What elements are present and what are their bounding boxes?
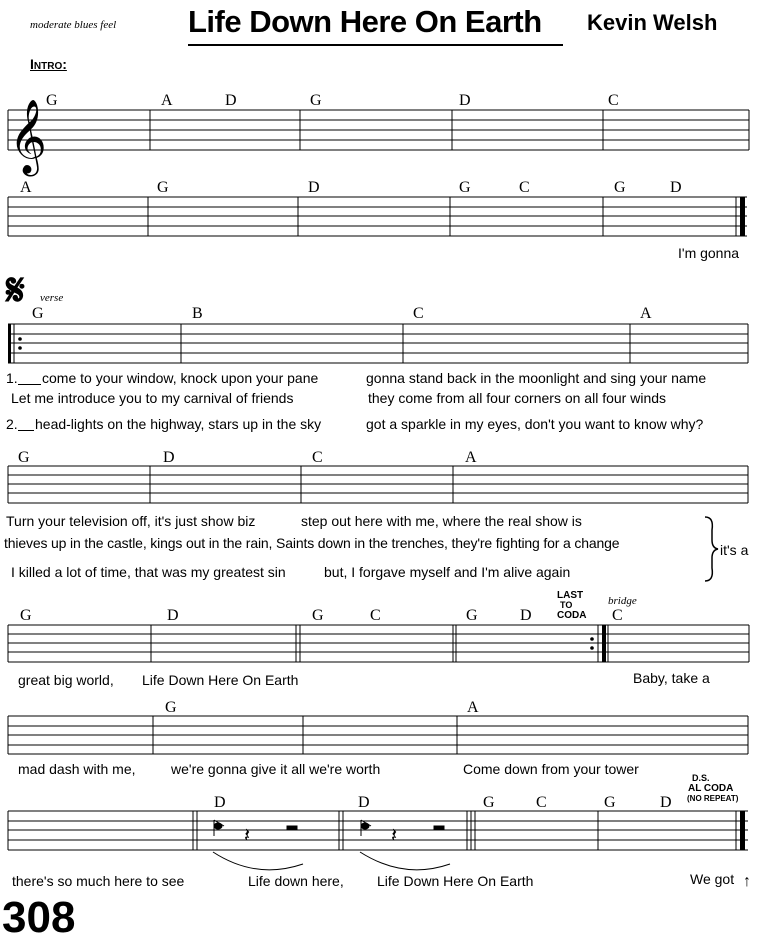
song-title: Life Down Here On Earth [188, 4, 542, 39]
blank-line [18, 430, 34, 431]
chord: C [519, 179, 530, 196]
chord: B [192, 305, 203, 322]
chord: D [308, 179, 320, 196]
bridge-label: bridge [608, 595, 637, 607]
chord: D [225, 92, 237, 109]
coda-mark-to: TO [560, 600, 573, 610]
chord: G [157, 179, 169, 196]
lyric-line: step out here with me, where the real show is [301, 513, 582, 529]
lyric-line: head-lights on the highway, stars up in the sky [35, 416, 322, 432]
intro-label: Intro: [30, 56, 67, 72]
lyric-line: Come down from your tower [463, 761, 639, 777]
chord: G [32, 305, 44, 322]
lyric-line: Life down here, [248, 873, 344, 889]
lyric-line: got a sparkle in my eyes, don't you want to know why? [366, 416, 704, 432]
lyric-line: Turn your television off, it's just show biz [6, 513, 256, 529]
slur-2 [360, 852, 450, 870]
lyric-line: come to your window, knock upon your pane [42, 370, 319, 386]
chord: G [46, 92, 58, 109]
repeat-end-barline [602, 625, 606, 662]
lyric-line: there's so much here to see [12, 873, 185, 889]
rhythm-figure-1 [214, 820, 297, 847]
brace-lyric: it's a [720, 542, 749, 558]
ds-mark: D.S. [692, 773, 710, 783]
chord: D [167, 607, 179, 624]
lyric-line: Let me introduce you to my carnival of friends [11, 390, 294, 406]
chord: G [310, 92, 322, 109]
chord: C [536, 794, 547, 811]
chord: C [612, 607, 623, 624]
staff-1 [8, 110, 749, 150]
chord: C [608, 92, 619, 109]
brace [705, 517, 718, 581]
staff-3 [8, 324, 748, 363]
chord: G [165, 699, 177, 716]
slur-1 [213, 852, 303, 870]
staff-2 [8, 197, 747, 236]
lyric-line: but, I forgave myself and I'm alive again [324, 564, 571, 580]
chord: G [466, 607, 478, 624]
segno-icon: 𝄋 [6, 266, 25, 315]
staff-6 [8, 716, 748, 754]
lyric-line: Life Down Here On Earth [142, 672, 299, 688]
al-coda-mark: AL CODA [688, 783, 734, 794]
lyric-line: Baby, take a [633, 670, 710, 686]
lyric-line: I killed a lot of time, that was my greatest sin [11, 564, 286, 580]
pickup-lyric: I'm gonna [678, 245, 740, 261]
staff-4 [8, 466, 748, 503]
rhythm-figure-2 [361, 820, 444, 847]
chord: D [660, 794, 672, 811]
chord: D [459, 92, 471, 109]
arrow-up-icon: ↑ [743, 873, 751, 890]
svg-text:𝄽: 𝄽 [391, 825, 398, 847]
chord: A [465, 449, 477, 466]
lyric-line: gonna stand back in the moonlight and sing your name [366, 370, 707, 386]
chord: G [483, 794, 495, 811]
lyric-line: great big world, [18, 672, 114, 688]
verse-number: 1. [6, 370, 18, 386]
chord: G [459, 179, 471, 196]
lyric-line: thieves up in the castle, kings out in the rain, Saints down in the trenches, they're fighting for a change [4, 535, 620, 551]
blank-line [18, 384, 41, 385]
chord: G [312, 607, 324, 624]
chord: D [214, 794, 226, 811]
composer: Kevin Welsh [587, 10, 718, 35]
repeat-start-barline [8, 324, 11, 363]
section-label: verse [40, 292, 64, 304]
lyric-line: Life Down Here On Earth [377, 873, 534, 889]
chord: C [370, 607, 381, 624]
coda-mark-coda: CODA [557, 610, 587, 621]
verse-number: 2. [6, 416, 18, 432]
chord: D [163, 449, 175, 466]
lyric-line: they come from all four corners on all four winds [368, 390, 667, 406]
chord: G [20, 607, 32, 624]
treble-clef-icon: 𝄞 [9, 101, 47, 172]
chord: G [18, 449, 30, 466]
coda-mark-last: LAST [557, 590, 584, 601]
chord: D [670, 179, 682, 196]
svg-text:𝄽: 𝄽 [244, 825, 251, 847]
chord: A [161, 92, 173, 109]
staff-7 [8, 811, 748, 850]
chord: D [520, 607, 532, 624]
final-barline-2 [740, 197, 745, 236]
lyric-line: mad dash with me, [18, 761, 136, 777]
chord: C [413, 305, 424, 322]
chord: G [614, 179, 626, 196]
chord: A [640, 305, 652, 322]
lyric-line: we're gonna give it all we're worth [171, 761, 381, 777]
lyric-line: We got [690, 871, 735, 887]
chord: A [20, 179, 32, 196]
chord: A [467, 699, 479, 716]
chord: C [312, 449, 323, 466]
tempo-marking: moderate blues feel [30, 19, 117, 31]
staff-5 [8, 625, 749, 662]
page-number: 308 [2, 893, 76, 942]
final-barline-7 [740, 811, 745, 850]
chord: G [604, 794, 616, 811]
no-repeat-mark: (NO REPEAT) [687, 794, 739, 803]
chord: D [358, 794, 370, 811]
